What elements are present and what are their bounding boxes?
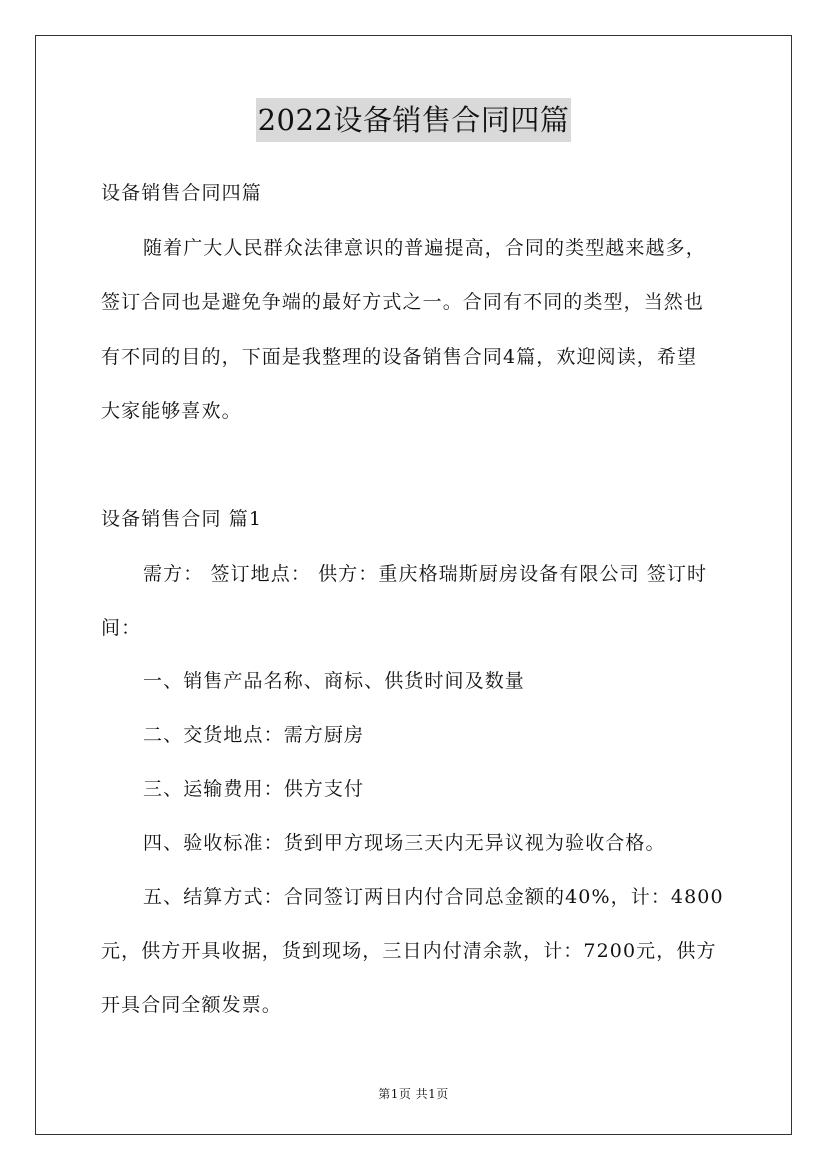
contract-line: 一、销售产品名称、商标、供货时间及数量 <box>143 670 525 692</box>
title-container <box>0 98 827 142</box>
page-footer: 第1页 共1页 <box>378 1087 449 1101</box>
intro-line: 随着广大人民群众法律意识的普遍提高，合同的类型越来越多， <box>143 237 706 259</box>
contract-line: 四、验收标准：货到甲方现场三天内无异议视为验收合格。 <box>143 832 666 854</box>
intro-line: 有不同的目的，下面是我整理的设备销售合同4篇，欢迎阅读，希望 <box>101 346 698 368</box>
section-heading: 设备销售合同 篇1 <box>101 508 263 530</box>
contract-line: 需方： 签订地点： 供方：重庆格瑞斯厨房设备有限公司 签订时 <box>143 563 708 585</box>
contract-line: 元，供方开具收据，货到现场，三日内付清余款，计：7200元，供方 <box>101 940 717 962</box>
contract-line: 二、交货地点：需方厨房 <box>143 724 365 746</box>
intro-line: 大家能够喜欢。 <box>101 400 242 422</box>
contract-line: 三、运输费用：供方支付 <box>143 778 365 800</box>
document-heading: 设备销售合同四篇 <box>101 182 262 204</box>
contract-line: 五、结算方式：合同签订两日内付合同总金额的40%，计：4800 <box>143 886 724 908</box>
contract-line: 开具合同全额发票。 <box>101 994 282 1016</box>
contract-line: 间： <box>101 617 142 639</box>
document-title: 2022设备销售合同四篇 <box>256 98 572 142</box>
intro-line: 签订合同也是避免争端的最好方式之一。合同有不同的类型，当然也 <box>101 291 705 313</box>
